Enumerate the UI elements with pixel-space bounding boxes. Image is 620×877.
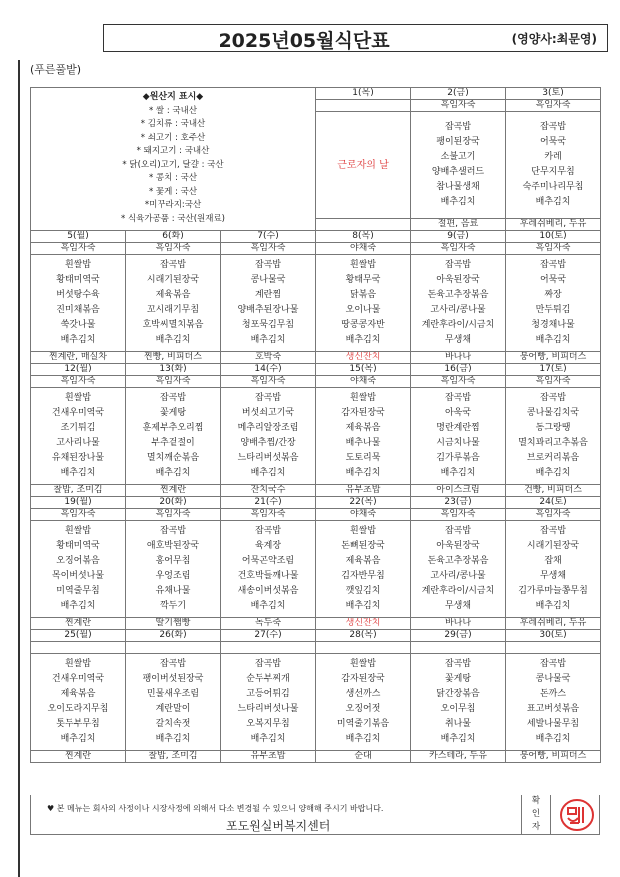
day-header: 28(목) <box>316 630 411 642</box>
meal-cell <box>221 654 316 751</box>
porridge-cell <box>221 642 316 654</box>
meal-cell <box>31 255 126 352</box>
menu-item: 오이도라지무침 <box>47 704 109 714</box>
menu-item: 카레 <box>544 152 562 162</box>
menu-item: 새송이버섯볶음 <box>237 586 299 596</box>
confirm-char: 자 <box>531 822 541 832</box>
menu-item: 콩나물김치국 <box>526 408 580 418</box>
menu-item: 건새우미역국 <box>51 674 105 684</box>
menu-item: 배추김치 <box>535 734 571 744</box>
porridge-cell: 흑임자죽 <box>506 243 601 255</box>
meal-cell <box>506 521 601 618</box>
menu-item: 양배추샐러드 <box>431 167 485 177</box>
meal-cell <box>126 255 221 352</box>
menu-item: 참나물생채 <box>436 182 480 192</box>
menu-item: 메추리알장조림 <box>237 423 299 433</box>
confirm-char: 확 <box>531 796 541 806</box>
snack-cell: 카스테라, 두유 <box>411 751 506 763</box>
menu-item: 배추김치 <box>440 197 476 207</box>
menu-item: 느타리버섯볶음 <box>237 453 299 463</box>
menu-item: 콩나물국 <box>535 674 571 684</box>
notice-text: ♥ 본 메뉴는 회사의 사정이나 시장사정에 의해서 다소 변경될 수 있으니 양해해 주시기 바랍니다. <box>47 804 384 813</box>
menu-item: 흰쌀밥 <box>64 260 92 270</box>
menu-item: 제육볶음 <box>155 290 191 300</box>
meal-cell <box>506 388 601 485</box>
snack-cell: 녹두죽 <box>221 618 316 630</box>
menu-item: 흰쌀밥 <box>64 659 92 669</box>
menu-item: 배추김치 <box>535 197 571 207</box>
menu-item: 돈육고추장볶음 <box>427 290 489 300</box>
meal-cell <box>411 521 506 618</box>
menu-item: 멸치꽈리고추볶음 <box>518 438 588 448</box>
menu-item: 느타리버섯나물 <box>237 704 299 714</box>
menu-item: 흰쌀밥 <box>349 260 377 270</box>
menu-item: 무생채 <box>444 335 472 345</box>
menu-item: 애호박된장국 <box>146 541 200 551</box>
day-header: 3(토) <box>506 88 601 100</box>
menu-item: 소불고기 <box>440 152 476 162</box>
menu-item: 닭볶음 <box>349 290 377 300</box>
origin-line: * 돼지고기 : 국내산 <box>136 146 210 156</box>
menu-item: 배추김치 <box>250 468 286 478</box>
menu-item: 시래기된장국 <box>526 541 580 551</box>
menu-item: 배추김치 <box>250 734 286 744</box>
menu-item: 순두부찌개 <box>246 674 290 684</box>
menu-item: 배추나물 <box>345 438 381 448</box>
porridge-cell: 흑임자죽 <box>411 243 506 255</box>
menu-item: 고사리나물 <box>56 438 100 448</box>
meal-cell <box>506 255 601 352</box>
day-header: 16(금) <box>411 364 506 376</box>
menu-item: 배추김치 <box>535 335 571 345</box>
menu-item: 부추겉절이 <box>151 438 195 448</box>
menu-item: 생선까스 <box>345 689 381 699</box>
day-header: 2(금) <box>411 88 506 100</box>
menu-table <box>30 87 601 763</box>
day-header: 10(토) <box>506 231 601 243</box>
snack-cell: 붕어빵, 비피더스 <box>506 751 601 763</box>
porridge-cell: 흑임자죽 <box>31 243 126 255</box>
meal-cell <box>31 521 126 618</box>
porridge-cell: 흑임자죽 <box>126 376 221 388</box>
porridge-cell: 야채죽 <box>316 376 411 388</box>
snack-cell: 찐계란, 매실차 <box>31 352 126 364</box>
porridge-cell: 흑임자죽 <box>411 376 506 388</box>
menu-item: 세발나물무침 <box>526 719 580 729</box>
porridge-cell: 흑임자죽 <box>506 100 601 112</box>
menu-item: 훈제부추오리찜 <box>142 423 204 433</box>
menu-item: 꽃게탕 <box>159 408 187 418</box>
menu-item: 배추김치 <box>440 734 476 744</box>
day-header: 15(목) <box>316 364 411 376</box>
snack-cell: 순대 <box>316 751 411 763</box>
menu-item: 제육볶음 <box>60 689 96 699</box>
menu-item: 잡채 <box>544 556 562 566</box>
menu-item: 감자된장국 <box>341 408 385 418</box>
porridge-cell: 흑임자죽 <box>221 243 316 255</box>
menu-item: 어묵국 <box>539 137 567 147</box>
menu-item: 배추김치 <box>345 601 381 611</box>
day-header: 1(목) <box>316 88 411 100</box>
menu-item: 버섯쇠고기국 <box>241 408 295 418</box>
origin-line: * 닭(오리)고기, 달걀 : 국산 <box>122 159 224 170</box>
confirm-label <box>521 795 551 835</box>
menu-item: 톳두부무침 <box>56 719 100 729</box>
snack-cell <box>316 219 411 231</box>
menu-item: 배추김치 <box>60 335 96 345</box>
menu-item: 배추김치 <box>440 468 476 478</box>
menu-item: 계란말이 <box>155 704 191 714</box>
menu-item: 고사리/콩나물 <box>430 571 486 581</box>
porridge-cell <box>31 642 126 654</box>
day-header: 6(화) <box>126 231 221 243</box>
left-margin-rule <box>18 60 20 877</box>
menu-item: 유채된장나물 <box>51 453 105 463</box>
snack-cell: 잔치국수 <box>221 485 316 497</box>
menu-item: 미역줄기볶음 <box>336 719 390 729</box>
menu-item: 오징어젓 <box>345 704 381 714</box>
menu-item: 목이버섯나물 <box>51 571 105 581</box>
menu-item: 홍어무침 <box>155 556 191 566</box>
menu-item: 잡곡밥 <box>254 526 282 536</box>
menu-item: 청포묵김무침 <box>241 320 295 330</box>
menu-item: 배추김치 <box>155 335 191 345</box>
menu-item: 배추김치 <box>345 468 381 478</box>
porridge-cell: 흑임자죽 <box>221 509 316 521</box>
porridge-cell: 흑임자죽 <box>31 376 126 388</box>
origin-line: * 콩치 : 국산 <box>148 173 198 183</box>
menu-item: 도토리묵 <box>345 453 381 463</box>
day-header: 12(월) <box>31 364 126 376</box>
snack-cell: 딸기쨈빵 <box>126 618 221 630</box>
porridge-cell: 흑임자죽 <box>31 509 126 521</box>
menu-item: 숙주미나리무침 <box>522 182 584 192</box>
menu-item: 잡곡밥 <box>254 260 282 270</box>
day-header: 7(수) <box>221 231 316 243</box>
meal-cell <box>126 388 221 485</box>
menu-item: 땅콩콩자반 <box>341 320 385 330</box>
menu-item: 아욱국 <box>444 408 472 418</box>
menu-item: 고등어튀김 <box>246 689 290 699</box>
day-header: 13(화) <box>126 364 221 376</box>
snack-cell: 유부초밥 <box>316 485 411 497</box>
menu-item: 잡곡밥 <box>159 526 187 536</box>
menu-item: 제육볶음 <box>345 423 381 433</box>
menu-item: 멸치깨순볶음 <box>146 453 200 463</box>
day-header: 17(토) <box>506 364 601 376</box>
day-header: 26(화) <box>126 630 221 642</box>
menu-item: 흰쌀밥 <box>64 393 92 403</box>
menu-item: 단무지무침 <box>531 167 575 177</box>
meal-cell <box>126 521 221 618</box>
menu-item: 배추김치 <box>60 601 96 611</box>
menu-item: 명란계란찜 <box>436 423 480 433</box>
menu-item: 민물새우조림 <box>146 689 200 699</box>
porridge-cell <box>316 100 411 112</box>
menu-item: 배추김치 <box>345 734 381 744</box>
menu-item: 팽이된장국 <box>436 137 480 147</box>
menu-item: 잡곡밥 <box>539 526 567 536</box>
menu-item: 건새우미역국 <box>51 408 105 418</box>
menu-item: 배추김치 <box>60 734 96 744</box>
menu-item: 흰쌀밥 <box>64 526 92 536</box>
menu-item: 잡곡밥 <box>539 260 567 270</box>
meal-cell <box>411 255 506 352</box>
menu-item: 감자된장국 <box>341 674 385 684</box>
menu-item: 김가루마늘쫑무침 <box>518 586 588 596</box>
snack-cell: 후레쉬베리, 두유 <box>506 618 601 630</box>
menu-item: 시금치나물 <box>436 438 480 448</box>
day-header: 27(수) <box>221 630 316 642</box>
menu-item: 호박씨멸치볶음 <box>142 320 204 330</box>
day-header: 29(금) <box>411 630 506 642</box>
menu-item: 유채나물 <box>155 586 191 596</box>
menu-item: 브로커리볶음 <box>526 453 580 463</box>
snack-cell: 찐계란 <box>31 618 126 630</box>
snack-cell: 건빵, 비피더스 <box>506 485 601 497</box>
menu-item: 건호박들깨나물 <box>237 571 299 581</box>
menu-item: 동그랑땡 <box>535 423 571 433</box>
menu-item: 김가루볶음 <box>436 453 480 463</box>
menu-item: 꼬시래기무침 <box>146 305 200 315</box>
menu-item: 아욱된장국 <box>436 275 480 285</box>
menu-item: 배추김치 <box>250 335 286 345</box>
porridge-cell <box>411 642 506 654</box>
snack-cell: 후레쉬베리, 두유 <box>506 219 601 231</box>
menu-item: 배추김치 <box>155 734 191 744</box>
menu-item: 돈뼈된장국 <box>341 541 385 551</box>
snack-cell: 찰밥, 조미김 <box>31 485 126 497</box>
menu-item: 계란후라이/시금치 <box>421 586 495 596</box>
meal-cell <box>316 521 411 618</box>
origin-line: * 식육가공품 : 국산(원재료) <box>121 213 225 224</box>
page-title: 2025년05월식단표 <box>218 30 390 52</box>
menu-item: 버섯탕수육 <box>56 290 100 300</box>
day-header: 23(금) <box>411 497 506 509</box>
menu-item: 어묵국 <box>539 275 567 285</box>
snack-cell: 찐계란 <box>126 485 221 497</box>
menu-item: 잡곡밥 <box>539 122 567 132</box>
menu-item: 잡곡밥 <box>159 260 187 270</box>
menu-item: 미역줄무침 <box>56 586 100 596</box>
snack-cell: 호박죽 <box>221 352 316 364</box>
menu-item: 무생채 <box>539 571 567 581</box>
day-header: 9(금) <box>411 231 506 243</box>
menu-item: 깍두기 <box>159 601 187 611</box>
menu-item: 오복지무침 <box>246 719 290 729</box>
menu-item: 배추김치 <box>155 468 191 478</box>
snack-cell: 바나나 <box>411 618 506 630</box>
menu-item: 흰쌀밥 <box>349 526 377 536</box>
porridge-cell <box>506 642 601 654</box>
title-box <box>103 24 608 52</box>
meal-cell <box>411 654 506 751</box>
menu-item: 황태미역국 <box>56 275 100 285</box>
meal-cell <box>126 654 221 751</box>
day-header: 25(월) <box>31 630 126 642</box>
menu-item: 오이나물 <box>345 305 381 315</box>
seal-stamp-icon <box>559 798 595 832</box>
origin-line: * 꽃게 : 국산 <box>148 186 198 197</box>
day-header: 5(월) <box>31 231 126 243</box>
porridge-cell: 흑임자죽 <box>221 376 316 388</box>
porridge-cell: 야채죽 <box>316 243 411 255</box>
origin-title: ◆원산지 표시◆ <box>142 92 204 102</box>
menu-item: 어묵곤약조림 <box>241 556 295 566</box>
menu-item: 배추김치 <box>250 601 286 611</box>
menu-item: 쑥갓나물 <box>60 320 96 330</box>
menu-item: 시래기된장국 <box>146 275 200 285</box>
menu-item: 잡곡밥 <box>444 122 472 132</box>
porridge-cell: 흑임자죽 <box>506 376 601 388</box>
menu-item: 계란후라이/시금치 <box>421 320 495 330</box>
meal-cell <box>316 388 411 485</box>
day-header: 19(월) <box>31 497 126 509</box>
menu-item: 잡곡밥 <box>254 393 282 403</box>
porridge-cell: 흑임자죽 <box>411 100 506 112</box>
porridge-cell <box>316 642 411 654</box>
confirm-char: 인 <box>531 809 541 819</box>
day-header: 22(목) <box>316 497 411 509</box>
meal-cell <box>316 654 411 751</box>
snack-cell: 붕어빵, 비피더스 <box>506 352 601 364</box>
dietitian-label: (영양사:최문영) <box>511 32 597 46</box>
menu-item: 갈치속젓 <box>155 719 191 729</box>
menu-item: 잡곡밥 <box>159 393 187 403</box>
day-header: 30(토) <box>506 630 601 642</box>
menu-item: 무생채 <box>444 601 472 611</box>
menu-item: 배추김치 <box>535 601 571 611</box>
snack-cell: 유부초밥 <box>221 751 316 763</box>
menu-item: 진미채볶음 <box>56 305 100 315</box>
menu-item: 오이무침 <box>440 704 476 714</box>
menu-item: 깻잎김치 <box>345 586 381 596</box>
holiday-label: 근로자의 날 <box>337 159 389 171</box>
meal-cell <box>316 255 411 352</box>
menu-item: 청경채나물 <box>531 320 575 330</box>
meal-cell <box>316 112 411 219</box>
origin-line: * 쌀 : 국내산 <box>148 105 198 116</box>
menu-item: 배추김치 <box>535 468 571 478</box>
menu-item: 잡곡밥 <box>159 659 187 669</box>
meal-cell <box>221 388 316 485</box>
menu-item: 양배추된장나물 <box>237 305 299 315</box>
footer <box>30 795 600 835</box>
menu-item: 잡곡밥 <box>444 526 472 536</box>
porridge-cell: 흑임자죽 <box>126 509 221 521</box>
porridge-cell <box>126 642 221 654</box>
origin-line: * 김치류 : 국내산 <box>140 119 206 129</box>
menu-item: 표고버섯볶음 <box>526 704 580 714</box>
snack-cell: 찰밥, 조미김 <box>126 751 221 763</box>
meal-cell <box>31 654 126 751</box>
menu-item: 잡곡밥 <box>444 260 472 270</box>
menu-item: 꽃게탕 <box>444 674 472 684</box>
menu-item: 조기튀김 <box>60 423 96 433</box>
menu-item: 오징어볶음 <box>56 556 100 566</box>
day-header: 14(수) <box>221 364 316 376</box>
menu-item: 흰쌀밥 <box>349 393 377 403</box>
menu-item: 돈육고추장볶음 <box>427 556 489 566</box>
day-header: 24(토) <box>506 497 601 509</box>
menu-item: 우엉조림 <box>155 571 191 581</box>
day-header: 21(수) <box>221 497 316 509</box>
meal-cell <box>411 388 506 485</box>
menu-item: 배추김치 <box>60 468 96 478</box>
snack-cell: 찐계란 <box>31 751 126 763</box>
porridge-cell: 흑임자죽 <box>506 509 601 521</box>
meal-cell <box>506 112 601 219</box>
day-header: 20(화) <box>126 497 221 509</box>
porridge-cell: 흑임자죽 <box>411 509 506 521</box>
snack-cell: 생신잔치 <box>316 352 411 364</box>
porridge-cell: 흑임자죽 <box>126 243 221 255</box>
menu-item: 돈까스 <box>539 689 567 699</box>
origin-line: * 쇠고기 : 호주산 <box>140 132 206 143</box>
menu-item: 콩나물국 <box>250 275 286 285</box>
snack-cell: 바나나 <box>411 352 506 364</box>
menu-item: 고사리/콩나물 <box>430 305 486 315</box>
origin-line: *미꾸라지:국산 <box>144 200 202 210</box>
menu-item: 팽이버섯된장국 <box>142 674 204 684</box>
menu-item: 짜장 <box>544 290 562 300</box>
menu-item: 육계장 <box>254 541 282 551</box>
meal-cell <box>411 112 506 219</box>
snack-cell: 생신잔치 <box>316 618 411 630</box>
menu-item: 잡곡밥 <box>254 659 282 669</box>
snack-cell: 찐빵, 비피더스 <box>126 352 221 364</box>
meal-cell <box>221 521 316 618</box>
menu-item: 황태무국 <box>345 275 381 285</box>
menu-item: 잡곡밥 <box>539 659 567 669</box>
menu-item: 아욱된장국 <box>436 541 480 551</box>
meal-cell <box>221 255 316 352</box>
menu-item: 배추김치 <box>345 335 381 345</box>
menu-item: 황태미역국 <box>56 541 100 551</box>
menu-item: 계란찜 <box>254 290 282 300</box>
meal-cell <box>506 654 601 751</box>
menu-item: 잡곡밥 <box>539 393 567 403</box>
menu-item: 취나물 <box>444 719 472 729</box>
porridge-cell: 야채죽 <box>316 509 411 521</box>
menu-item: 김자반무침 <box>341 571 385 581</box>
place-label: (푸른풀밭) <box>30 63 82 76</box>
meal-cell <box>31 388 126 485</box>
menu-item: 만두튀김 <box>535 305 571 315</box>
origin-info <box>31 88 316 231</box>
snack-cell: 절편, 음료 <box>411 219 506 231</box>
menu-item: 잡곡밥 <box>444 393 472 403</box>
menu-item: 흰쌀밥 <box>349 659 377 669</box>
menu-item: 양배추찜/간장 <box>240 438 296 448</box>
menu-item: 잡곡밥 <box>444 659 472 669</box>
menu-item: 제육볶음 <box>345 556 381 566</box>
day-header: 8(목) <box>316 231 411 243</box>
menu-item: 닭간장볶음 <box>436 689 480 699</box>
snack-cell: 아이스크림 <box>411 485 506 497</box>
center-name: 포도원실버복지센터 <box>226 819 331 833</box>
